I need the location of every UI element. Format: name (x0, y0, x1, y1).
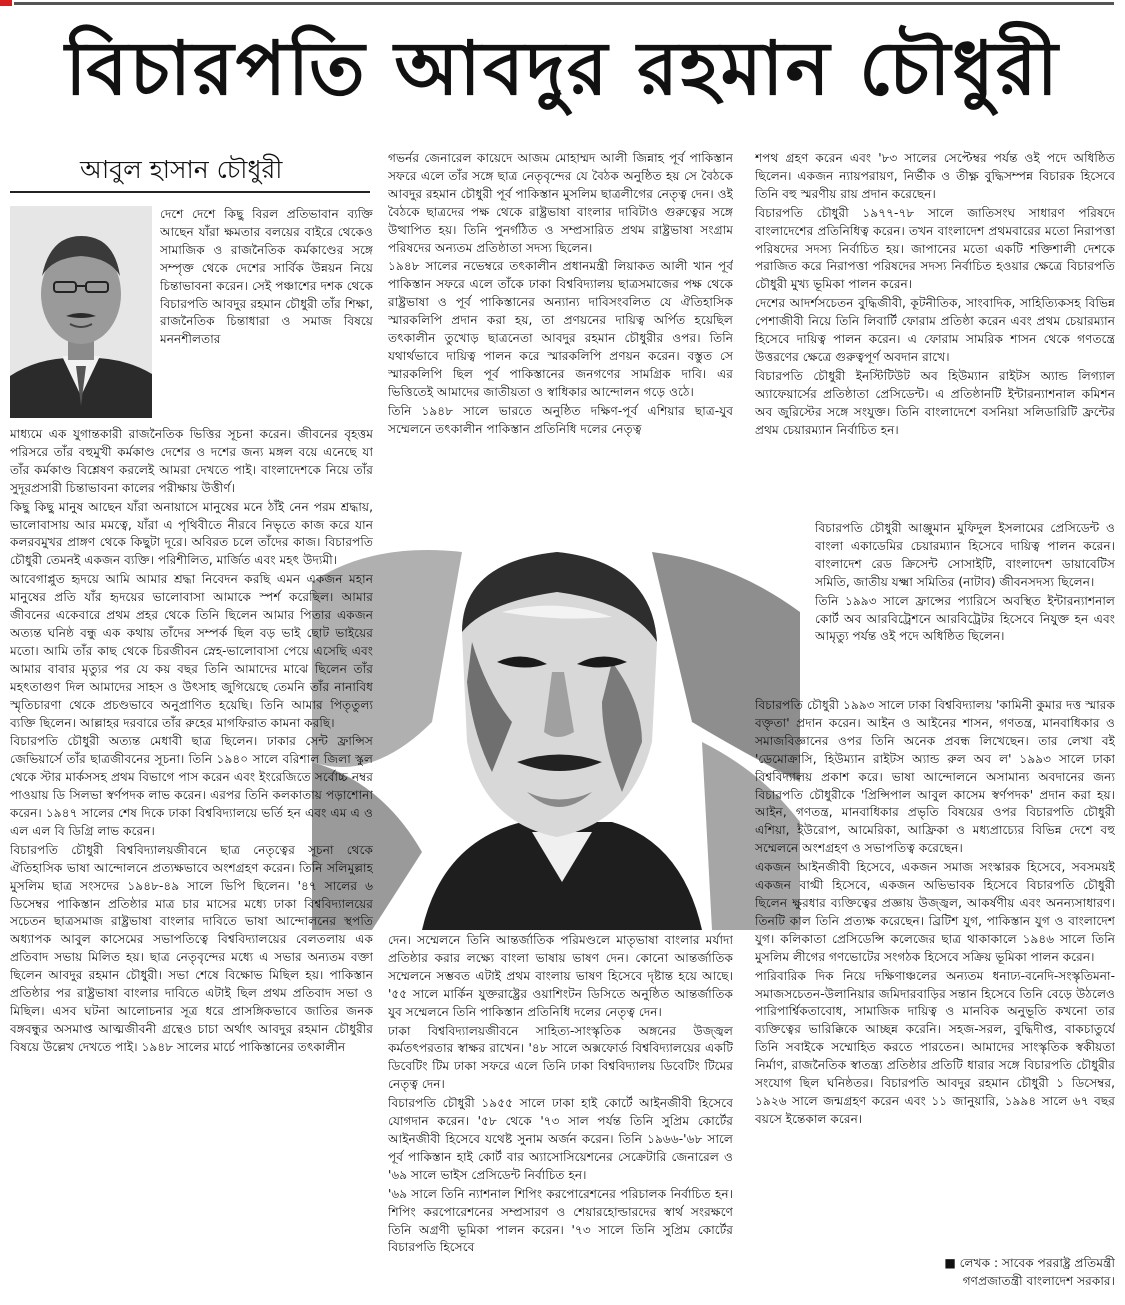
top-rule (0, 0, 1125, 6)
column-1 (10, 426, 373, 1299)
paragraph: শপথ গ্রহণ করেন এবং '৮৩ সালের সেপ্টেম্বর পর্যন্ত ওই পদে অধিষ্ঠিত ছিলেন। একজন ন্যায়পরায়ণ, নির্ভীক ও তীক্ষ্ণ বুদ্ধিসম্পন্ন বিচারক হিসেবে তিনি বহু স্মরণীয় রায় প্রদান করেছেন। (755, 151, 1115, 201)
author-note-line-1: ■ লেখক : সাবেক পররাষ্ট্র প্রতিমন্ত্রী (944, 1256, 1115, 1270)
article-headline: বিচারপতি আবদুর রহমান চৌধুরী (65, 26, 1060, 112)
column-2-top (388, 150, 733, 522)
paragraph: বিচারপতি চৌধুরী বিশ্ববিদ্যালয়জীবনে ছাত্র নেতৃত্বের সূচনা থেকে ঐতিহাসিক ভাষা আন্দোলনে প্রত্যক্ষভাবে অংশগ্রহণ করেন। তিনি সলিমুল্লাহ মুসলিম ছাত্র সংসদের ১৯৪৮-৪৯ সালে ভিপি ছিলেন। '৪৭ সালের ৬ ডিসেম্বর পাকিস্তান প্রতিষ্ঠার মাত্র চার মাসের মধ্যে ঢাকা বিশ্ববিদ্যালয়ের সচেতন ছাত্রসমাজ রাষ্ট্রভাষা বাংলার দাবিতে ভাষা আন্দোলনের স্থপতি অধ্যাপক আবুল কাসেমের সভাপতিত্বে বিশ্ববিদ্যালয়ের বেলতলায় এক প্রতিবাদ সভায় মিলিত হয়। ছাত্র নেতৃবৃন্দের মধ্যে এ সভার অন্যতম বক্তা ছিলেন আবদুর রহমান চৌধুরী। সভা শেষে বিক্ষোভ মিছিল হয়। পাকিস্তান প্রতিষ্ঠার পর রাষ্ট্রভাষা বাংলার দাবিতে এটাই ছিল প্রথম প্রতিবাদ সভা ও মিছিল। এসব ঘটনা আলোচনার সূত্র ধরে প্রাসঙ্গিকভাবে জাতির জনক বঙ্গবন্ধুর অসমাপ্ত আত্মজীবনী গ্রন্থেও চাচা অর্থাৎ আবদুর রহমান চৌধুরীর বিষয়ে উল্লেখ দেখতে পাই। ১৯৪৮ সালের মার্চে পাকিস্তানের তৎকালীন (10, 842, 373, 1054)
column-3-top (755, 150, 1115, 518)
column-3-bottom (755, 697, 1115, 1275)
paragraph: গভর্নর জেনারেল কায়েদে আজম মোহাম্মদ আলী জিন্নাহ পূর্ব পাকিস্তান সফরে এলে তাঁর সঙ্গে ছাত্র নেতৃবৃন্দের যে বৈঠক অনুষ্ঠিত হয় সে বৈঠকে আবদুর রহমান চৌধুরী পূর্ব পাকিস্তান মুসলিম ছাত্রলীগের নেতৃত্ব দেন। ওই বৈঠকে ছাত্রদের পক্ষ থেকে রাষ্ট্রভাষা বাংলার দাবিটাও গুরুত্বের সঙ্গে উত্থাপিত হয়। তিনি পুনর্গঠিত ও সম্প্রসারিত প্রথম রাষ্ট্রভাষা সংগ্রাম পরিষদের অন্যতম প্রতিষ্ঠাতা সদস্য ছিলেন। (388, 151, 733, 255)
paragraph: বিচারপতি চৌধুরী অত্যন্ত মেধাবী ছাত্র ছিলেন। ঢাকার সেন্ট ফ্রান্সিস জেভিয়ার্সে তাঁর ছাত্রজীবনের সূচনা। তিনি ১৯৪০ সালে বরিশাল জিলা স্কুল থেকে স্টার মার্কসসহ প্রথম বিভাগে পাস করেন এবং ইংরেজিতে সর্বোচ্চ নম্বর পাওয়ায় ডি সিলভা স্বর্ণপদক লাভ করেন। এরপর তিনি কলকাতায় পড়াশোনা করেন। ১৯৪৭ সালের শেষ দিকে ঢাকা বিশ্ববিদ্যালয়ে ভর্তি হন এবং এম এ ও এল এল বি ডিগ্রি লাভ করেন। (10, 734, 373, 838)
posterized-portrait-illustration (312, 522, 800, 930)
paragraph: বিচারপতি চৌধুরী ১৯৫৫ সালে ঢাকা হাই কোর্টে আইনজীবী হিসেবে যোগদান করেন। '৫৮ থেকে '৭৩ সাল পর্যন্ত তিনি সুপ্রিম কোর্টের আইনজীবী হিসেবে যথেষ্ট সুনাম অর্জন করেন। তিনি ১৯৬৬-'৬৮ সালে পূর্ব পাকিস্তান হাই কোর্ট বার অ্যাসোসিয়েশনের সেক্রেটারি জেনারেল ও '৬৯ সালে ভাইস প্রেসিডেন্ট নির্বাচিত হন। (388, 1096, 733, 1182)
paragraph: একজন আইনজীবী হিসেবে, একজন সমাজ সংস্কারক হিসেবে, সবসময়ই একজন বাগ্মী হিসেবে, একজন অভিভাবক হিসেবে বিচারপতি চৌধুরী ছিলেন ক্ষুরধার ব্যক্তিত্বের প্রজ্ঞায় উজ্জ্বল, আকর্ষণীয় এবং অনন্যসাধারণ। তিনটি কাল তিনি প্রত্যক্ষ করেছেন। ব্রিটিশ যুগ, পাকিস্তান যুগ ও বাংলাদেশ যুগ। কলিকাতা প্রেসিডেন্সি কলেজের ছাত্র থাকাকালে ১৯৪৬ সালে তিনি মুসলিম লীগের গণভোটের সংগঠক হিসেবে সক্রিয় ভূমিকা পালন করেন। (755, 860, 1115, 964)
gray-top-rule (14, 2, 1114, 5)
paragraph: মাধ্যমে এক যুগান্তকারী রাজনৈতিক ভিত্তির সূচনা করেন। জীবনের বৃহত্তম পরিসরে তাঁর বহুমুখী কর্মকাণ্ড দেশের ও দশের জন্য মঙ্গল বয়ে এনেছে যা তাঁর কর্মকাণ্ড বিশ্লেষণ করলেই আমরা দেখতে পাই। বাংলাদেশকে নিয়ে তাঁর সুদূরপ্রসারী চিন্তাভাবনা কালের পরীক্ষায় উত্তীর্ণ। (10, 427, 373, 495)
paragraph: বিচারপতি চৌধুরী ১৯৯৩ সালে ঢাকা বিশ্ববিদ্যালয় 'কামিনী কুমার দত্ত স্মারক বক্তৃতা' প্রদান করেন। আইন ও আইনের শাসন, গণতন্ত্র, মানবাধিকার ও সমাজবিজ্ঞানের ওপর তিনি অনেক প্রবন্ধ লিখেছেন। তার লেখা বই 'ডেমোক্রাসি, হিউম্যান রাইটস অ্যান্ড রুল অব ল' ১৯৯৩ সালে ঢাকা বিশ্ববিদ্যালয় প্রকাশ করে। ভাষা আন্দোলনে অসামান্য অবদানের জন্য বিচারপতি চৌধুরীকে 'প্রিন্সিপাল আবুল কাসেম স্বর্ণপদক' প্রদান করা হয়। আইন, গণতন্ত্র, মানবাধিকার প্রভৃতি বিষয়ের ওপর বিচারপতি চৌধুরী এশিয়া, ইউরোপ, আমেরিকা, আফ্রিকা ও মধ্যপ্রাচ্যের বিভিন্ন দেশে বহু সম্মেলনে অংশগ্রহণ ও সভাপতিত্ব করেছেন। (755, 698, 1115, 856)
paragraph: বিচারপতি চৌধুরী ১৯৭৭-৭৮ সালে জাতিসংঘ সাধারণ পরিষদে বাংলাদেশের প্রতিনিধিত্ব করেন। তখন বাংলাদেশ প্রথমবারের মতো নিরাপত্তা পরিষদের সদস্য নির্বাচিত হয়। জাপানের মতো একটি শক্তিশালী দেশকে পরাজিত করে নিরাপত্তা পরিষদের সদস্য নির্বাচিত হওয়ার ক্ষেত্রে বিচারপতি চৌধুরী মুখ্য ভূমিকা পালন করেন। (755, 205, 1115, 292)
paragraph: আবেগাপ্লুত হৃদয়ে আমি আমার শ্রদ্ধা নিবেদন করছি এমন একজন মহান মানুষের প্রতি যাঁর হৃদয়ের ভালোবাসা আমাকে স্পর্শ করেছিল। আমার জীবনের একেবারে প্রথম প্রহর থেকে তিনি ছিলেন আমার পিতার একজন অত্যন্ত ঘনিষ্ঠ বন্ধু এক কথায় তাঁদের সম্পর্ক ছিল বড় ভাই ছোট ভাইয়ের মতো। আমি তাঁর কাছ থেকে চিরজীবন স্নেহ-ভালোবাসা পেয়ে এসেছি এবং আমার বাবার মৃত্যুর পর যে কয় বছর তিনি আমাদের মাঝে ছিলেন তাঁর মহৎতাগুণ দিল আমাদের সাহস ও উৎসাহ জুগিয়েছে তেমনি তাঁর নানাবিধ স্মৃতিচারণা থেকে প্রচণ্ডভাবে অনুপ্রাণিত হয়েছি। তিনি আমার পিতৃতুল্য ব্যক্তি ছিলেন। আল্লাহর দরবারে তাঁর রুহের মাগফিরাত কামনা করছি। (10, 572, 373, 730)
author-byline: আবুল হাসান চৌধুরী (80, 155, 283, 184)
column-1-intro (160, 206, 373, 424)
author-portrait-photo (10, 206, 152, 418)
paragraph: বিচারপতি চৌধুরী আঞ্জুমান মুফিদুল ইসলামের প্রেসিডেন্ট ও বাংলা একাডেমির চেয়ারম্যান হিসেবে দায়িত্ব পালন করেন। বাংলাদেশ রেড ক্রিসেন্ট সোসাইটি, বাংলাদেশ ডায়াবেটিস সমিতি, জাতীয় যক্ষ্মা সমিতির (নাটাব) জীবনসদস্য ছিলেন। (815, 521, 1115, 589)
paragraph: দেশে দেশে কিছু বিরল প্রতিভাবান ব্যক্তি আছেন যাঁরা ক্ষমতার বলয়ের বাইরে থেকেও সামাজিক ও রাজনৈতিক কর্মকাণ্ডের সঙ্গে সম্পৃক্ত থেকে দেশের সার্বিক উন্নয়ন নিয়ে চিন্তাভাবনা করেন। সেই পঞ্চাশের দশক থেকে বিচারপতি আবদুর রহমান চৌধুরী তাঁর শিক্ষা, রাজনৈতিক চিন্তাধারা ও সমাজ বিষয়ে মননশীলতার (160, 207, 373, 347)
paragraph: দেশের আদর্শসচেতন বুদ্ধিজীবী, কূটনীতিক, সাংবাদিক, সাহিত্যিকসহ বিভিন্ন পেশাজীবী নিয়ে তিনি লিবার্টি ফোরাম প্রতিষ্ঠা করেন এবং প্রথম চেয়ারম্যান হিসেবে দায়িত্ব পালন করেন। এ ফোরাম সামরিক শাসন থেকে গণতন্ত্রে উত্তরণের ক্ষেত্রে গুরুত্বপূর্ণ অবদান রাখে। (755, 296, 1115, 364)
column-2-bottom (388, 932, 733, 1297)
paragraph: ১৯৪৮ সালের নভেম্বরে তৎকালীন প্রধানমন্ত্রী লিয়াকত আলী খান পূর্ব পাকিস্তান সফরে এলে তাঁকে ঢাকা বিশ্ববিদ্যালয় ছাত্রসমাজের পক্ষ থেকে রাষ্ট্রভাষা ও পূর্ব পাকিস্তানের অন্যান্য দাবিসংবলিত যে ঐতিহাসিক স্মারকলিপি প্রদান করা হয়, তা প্রণয়নের দায়িত্ব অর্পিত হয়েছিল তৎকালীন তুখোড় ছাত্রনেতা আবদুর রহমান চৌধুরীর ওপর। তিনি যথার্থভাবে দায়িত্ব পালন করে স্মারকলিপি প্রণয়ন করেন। বস্তুত সে স্মারকলিপি ছিল পূর্ব পাকিস্তানের জনগণের সামগ্রিক দাবি। এর ভিত্তিতেই আমাদের জাতীয়তা ও স্বাধিকার আন্দোলন গড়ে ওঠে। (388, 259, 733, 399)
paragraph: পারিবারিক দিক নিয়ে দক্ষিণাঞ্চলের অন্যতম ধনাঢ্য-বনেদি-সংস্কৃতিমনা-সমাজসচেতন-উলানিয়ার জমিদারবাড়ির সন্তান হিসেবে তিনি বেড়ে উঠলেও পারিপার্শ্বিকতাবোধ, সামাজিক দায়িত্ব ও মানবিক অনুভূতি কখনো তার ব্যক্তিত্বের ভারিক্কিকে আচ্ছন্ন করেনি। সহজ-সরল, বুদ্ধিদীপ্ত, বাকচাতুর্যে তিনি সবাইকে সম্মোহিত করতে পারতেন। আমাদের সাংস্কৃতিক স্বকীয়তা নির্মাণ, রাজনৈতিক স্বাতন্ত্র্য প্রতিষ্ঠার প্রতিটি ধারার সঙ্গে বিচারপতি চৌধুরীর সংযোগ ছিল ঘনিষ্ঠতর। বিচারপতি আবদুর রহমান চৌধুরী ১ ডিসেম্বর, ১৯২৬ সালে জন্মগ্রহণ করেন এবং ১১ জানুয়ারি, ১৯৯৪ সালে ৬৭ বছর বয়সে ইন্তেকাল করেন। (755, 968, 1115, 1126)
byline-underline (10, 191, 370, 193)
paragraph: বিচারপতি চৌধুরী ইনস্টিটিউট অব হিউম্যান রাইটস অ্যান্ড লিগ্যাল অ্যাফেয়ার্সের প্রতিষ্ঠাতা প্রেসিডেন্ট। এ প্রতিষ্ঠানটি ইন্টারন্যাশনাল কমিশন অব জুরিস্টের সঙ্গে সংযুক্ত। তিনি বাংলাদেশে বসনিয়া সলিডারিটি ফ্রন্টের প্রথম চেয়ারম্যান নির্বাচিত হন। (755, 368, 1115, 437)
author-note (900, 1255, 1115, 1301)
red-corner-mark (0, 0, 12, 6)
column-3-middle (815, 520, 1115, 695)
paragraph: '৬৯ সালে তিনি ন্যাশনাল শিপিং করপোরেশনের পরিচালক নির্বাচিত হন। শিপিং করপোরেশনের সম্প্রসারণ ও শেয়ারহোল্ডারদের স্বার্থ সংরক্ষণে তিনি অগ্রণী ভূমিকা পালন করেন। '৭৩ সালে তিনি সুপ্রিম কোর্টের বিচারপতি হিসেবে (388, 1186, 733, 1255)
paragraph: তিনি ১৯৪৮ সালে ভারতে অনুষ্ঠিত দক্ষিণ-পূর্ব এশিয়ার ছাত্র-যুব সম্মেলনে তৎকালীন পাকিস্তান প্রতিনিধি দলের নেতৃত্ব (388, 403, 733, 436)
paragraph: তিনি ১৯৯৩ সালে ফ্রান্সের প্যারিসে অবস্থিত ইন্টারন্যাশনাল কোর্ট অব আরবিট্রেশনে আরবিট্রেটর হিসেবে নিযুক্ত হন এবং আমৃত্যু পর্যন্ত ওই পদে অধিষ্ঠিত ছিলেন। (815, 593, 1115, 644)
paragraph: দেন। সম্মেলনে তিনি আন্তর্জাতিক পরিমণ্ডলে মাতৃভাষা বাংলার মর্যাদা প্রতিষ্ঠার করার লক্ষ্যে বাংলা ভাষায় ভাষণ দেন। কোনো আন্তর্জাতিক সম্মেলনে সম্ভবত এটাই প্রথম বাংলায় ভাষণ হিসেবে দৃষ্টান্ত হয়ে আছে। '৫৫ সালে মার্কিন যুক্তরাষ্ট্রের ওয়াশিংটন ডিসিতে অনুষ্ঠিত আন্তর্জাতিক যুব সম্মেলনে তিনি পাকিস্তান প্রতিনিধি দলের নেতৃত্ব দেন। (388, 933, 733, 1019)
author-note-title: লেখক : সাবেক পররাষ্ট্র প্রতিমন্ত্রী (959, 1256, 1115, 1270)
author-note-line-2: গণপ্রজাতন্ত্রী বাংলাদেশ সরকার। (962, 1273, 1115, 1288)
paragraph: ঢাকা বিশ্ববিদ্যালয়জীবনে সাহিত্য-সাংস্কৃতিক অঙ্গনের উজ্জ্বল কর্মতৎপরতার স্বাক্ষর রাখেন। '৪৮ সালে অক্সফোর্ড বিশ্ববিদ্যালয়ের একটি ডিবেটিং টিম ঢাকা সফরে এলে তিনি ঢাকা বিশ্ববিদ্যালয় ডিবেটিং টিমের নেতৃত্ব দেন। (388, 1023, 733, 1092)
paragraph: কিছু কিছু মানুষ আছেন যাঁরা অনায়াসে মানুষের মনে ঠাঁই নেন পরম শ্রদ্ধায়, ভালোবাসায় আর মমত্বে, যাঁরা এ পৃথিবীতে নীরবে নিভৃতে কাজ করে যান কলরবমুখর প্রাঙ্গণ থেকে কিছুটা দূরে। অবিরত চলে তাঁদের কাজ। বিচারপতি চৌধুরী তেমনই একজন ব্যক্তি। পরিশীলিত, মার্জিত এবং মহৎ উদ্যমী। (10, 499, 373, 568)
